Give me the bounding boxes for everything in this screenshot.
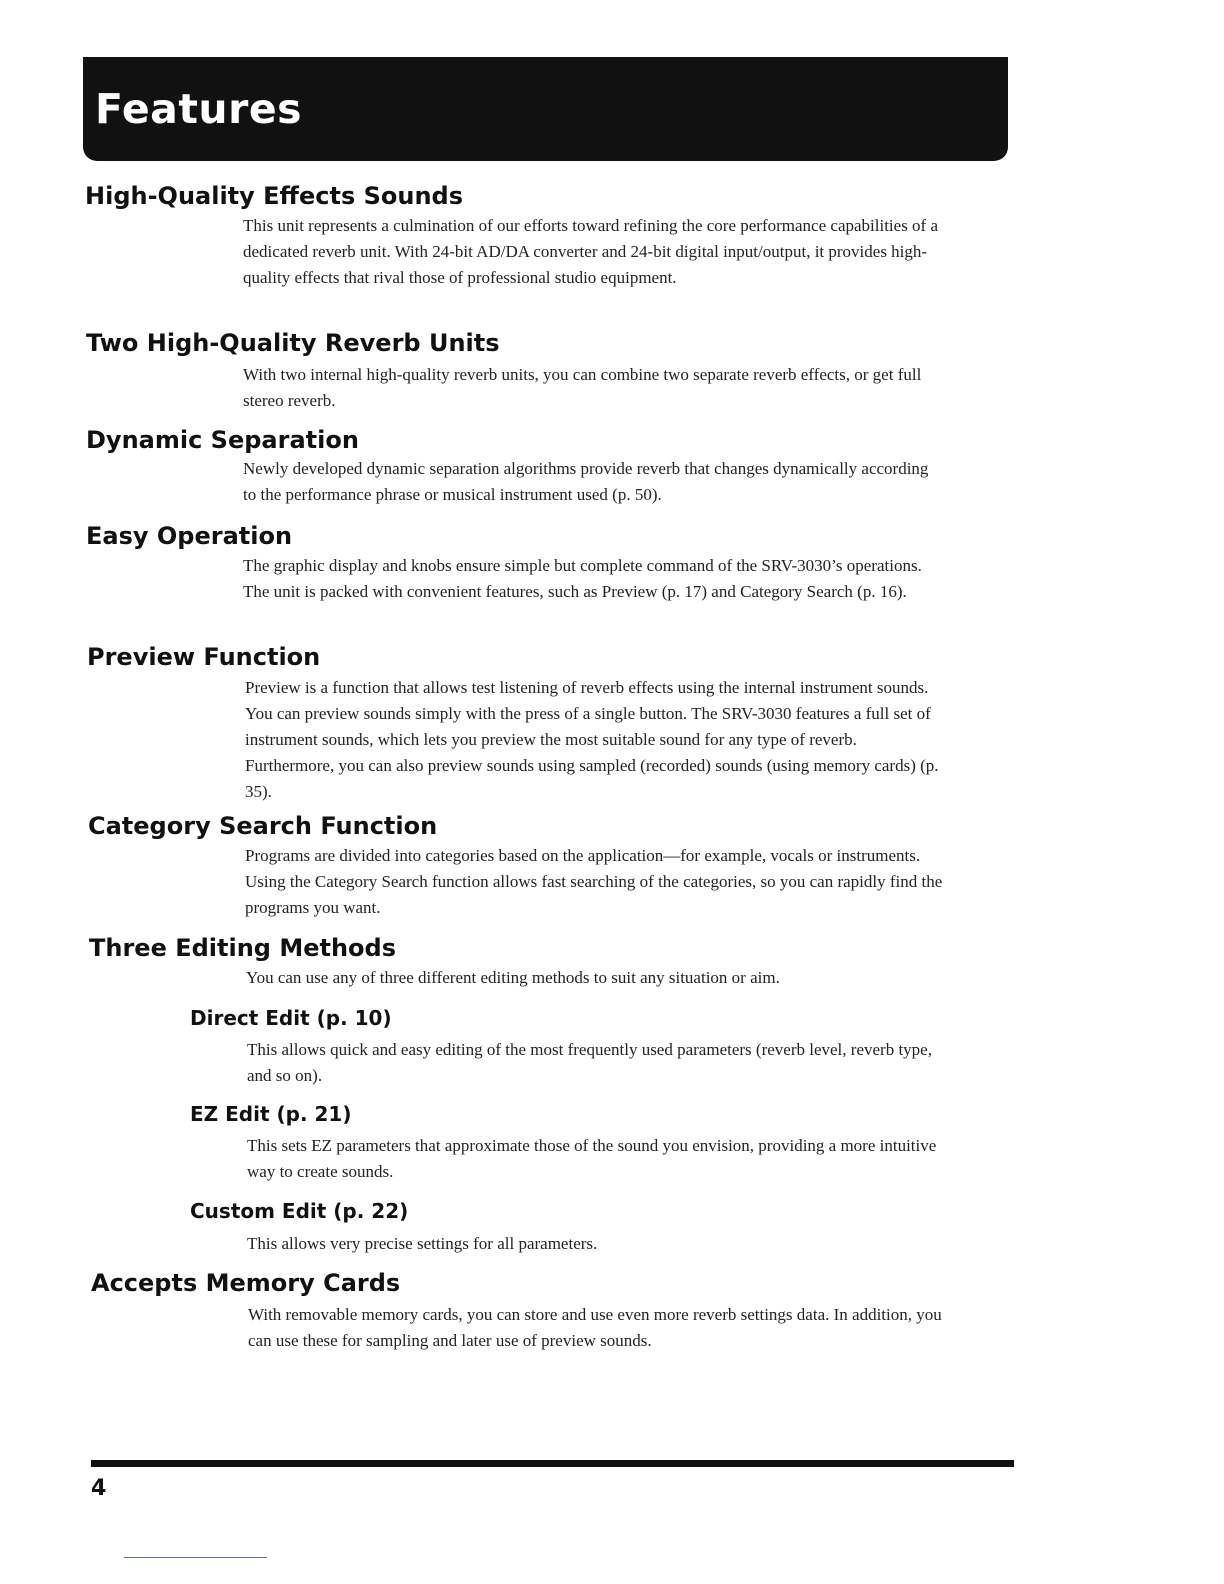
paragraph-ez-edit: This sets EZ parameters that approximate those of the sound you envision, providing a more intuitive way to create sounds. [247, 1136, 937, 1181]
paragraph-dynamic-separation: Newly developed dynamic separation algorithms provide reverb that changes dynamically according to the performance phrase or musical instrument used (p. 50). [243, 459, 929, 504]
subheading-direct-edit: Direct Edit (p. 10) [190, 1006, 392, 1030]
heading-easy-operation: Easy Operation [86, 522, 293, 550]
paragraph-three-editing-methods: You can use any of three different editing methods to suit any situation or aim. [246, 968, 780, 987]
paragraph-high-quality-effects-sounds: This unit represents a culmination of our efforts toward refining the core performance capabilities of a dedicated reverb unit. With 24-bit AD/DA converter and 24-bit digital input/output, it provides high-quality effects that rival those of professional studio equipment. [243, 216, 939, 287]
heading-three-editing-methods: Three Editing Methods [89, 934, 396, 962]
subheading-custom-edit: Custom Edit (p. 22) [190, 1199, 409, 1223]
paragraph-preview-function: Preview is a function that allows test listening of reverb effects using the internal instrument sounds. You can preview sounds simply with the press of a single button. The SRV-3030 features a full set of instrument sounds, which lets you preview the most suitable sound for any type of reverb. Furthermore, you can also preview sounds using sampled (recorded) sounds (using memory cards) (p. 35). [245, 678, 939, 801]
paragraph-category-search-function: Programs are divided into categories based on the application—for example, vocals or instruments. Using the Category Search function allows fast searching of the categories, so you can rapidly find the programs you want. [245, 846, 943, 917]
heading-category-search-function: Category Search Function [88, 812, 438, 840]
heading-dynamic-separation: Dynamic Separation [86, 426, 359, 454]
heading-preview-function: Preview Function [87, 643, 321, 671]
page-title: Features [95, 85, 303, 133]
title-bar [83, 57, 1008, 161]
heading-accepts-memory-cards: Accepts Memory Cards [91, 1269, 401, 1297]
heading-two-high-quality-reverb-units: Two High-Quality Reverb Units [86, 329, 500, 357]
footer-rule [91, 1460, 1014, 1467]
subheading-ez-edit: EZ Edit (p. 21) [190, 1102, 352, 1126]
paragraph-direct-edit: This allows quick and easy editing of the most frequently used parameters (reverb level, reverb type, and so on). [247, 1040, 932, 1085]
paragraph-two-high-quality-reverb-units: With two internal high-quality reverb units, you can combine two separate reverb effects, or get full stereo reverb. [243, 365, 922, 410]
scan-artifact-line [124, 1557, 267, 1558]
page-number: 4 [91, 1476, 107, 1501]
paragraph-easy-operation: The graphic display and knobs ensure simple but complete command of the SRV-3030’s operations. The unit is packed with convenient features, such as Preview (p. 17) and Category Search (p. 16). [243, 556, 922, 601]
paragraph-custom-edit: This allows very precise settings for all parameters. [247, 1234, 598, 1253]
heading-high-quality-effects-sounds: High-Quality Effects Sounds [85, 182, 464, 210]
paragraph-accepts-memory-cards: With removable memory cards, you can store and use even more reverb settings data. In addition, you can use these for sampling and later use of preview sounds. [248, 1305, 942, 1350]
